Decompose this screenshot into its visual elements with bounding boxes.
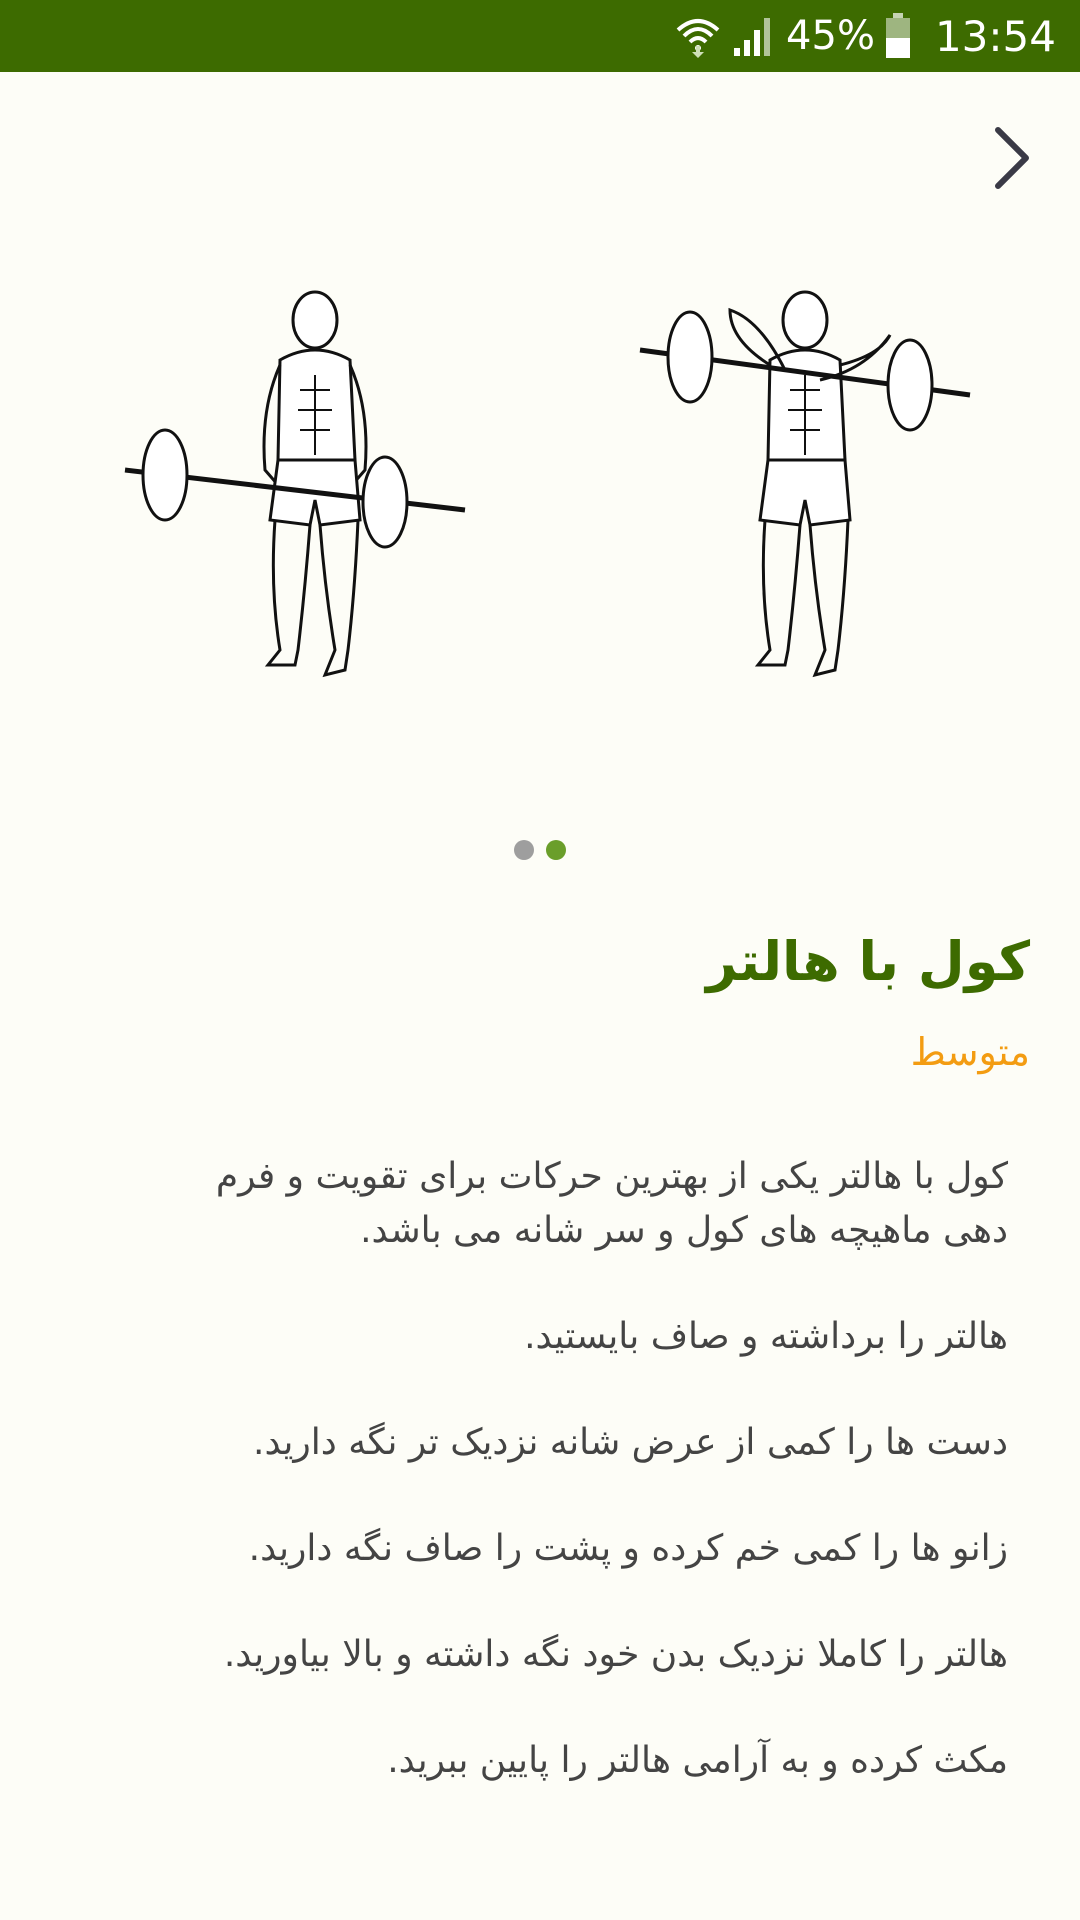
next-button[interactable] <box>984 120 1040 200</box>
step-2: دست ها را کمی از عرض شانه نزدیک تر نگه دارید. <box>253 1422 1008 1463</box>
status-bar <box>0 0 1080 72</box>
signal-icon <box>732 14 776 58</box>
step-3: زانو ها را کمی خم کرده و پشت را صاف نگه دارید. <box>248 1528 1008 1569</box>
carousel-pager <box>0 840 1080 860</box>
figure-start-position <box>125 292 465 675</box>
battery-percent: 45% <box>786 13 875 59</box>
wifi-icon <box>674 14 722 58</box>
battery-icon <box>885 13 911 59</box>
exercise-illustration <box>120 270 980 690</box>
exercise-description <box>148 1150 1008 1840</box>
pager-dot-1[interactable] <box>514 840 534 860</box>
exercise-title: کول با هالتر <box>706 930 1030 993</box>
pager-dot-2-active[interactable] <box>546 840 566 860</box>
status-time: 13:54 <box>934 11 1056 61</box>
figure-end-position <box>640 292 970 675</box>
status-icons <box>674 0 1056 72</box>
step-1: هالتر را برداشته و صاف بایستید. <box>524 1316 1008 1357</box>
intro-text: کول با هالتر یکی از بهترین حرکات برای تقویت و فرم دهی ماهیچه های کول و سر شانه می باشد. <box>215 1156 1008 1251</box>
difficulty-level: متوسط <box>910 1030 1030 1074</box>
step-4: هالتر را کاملا نزدیک بدن خود نگه داشته و بالا بیاورید. <box>223 1634 1008 1675</box>
chevron-right-icon <box>992 126 1032 194</box>
step-5: مکث کرده و به آرامی هالتر را پایین ببرید. <box>387 1740 1008 1781</box>
